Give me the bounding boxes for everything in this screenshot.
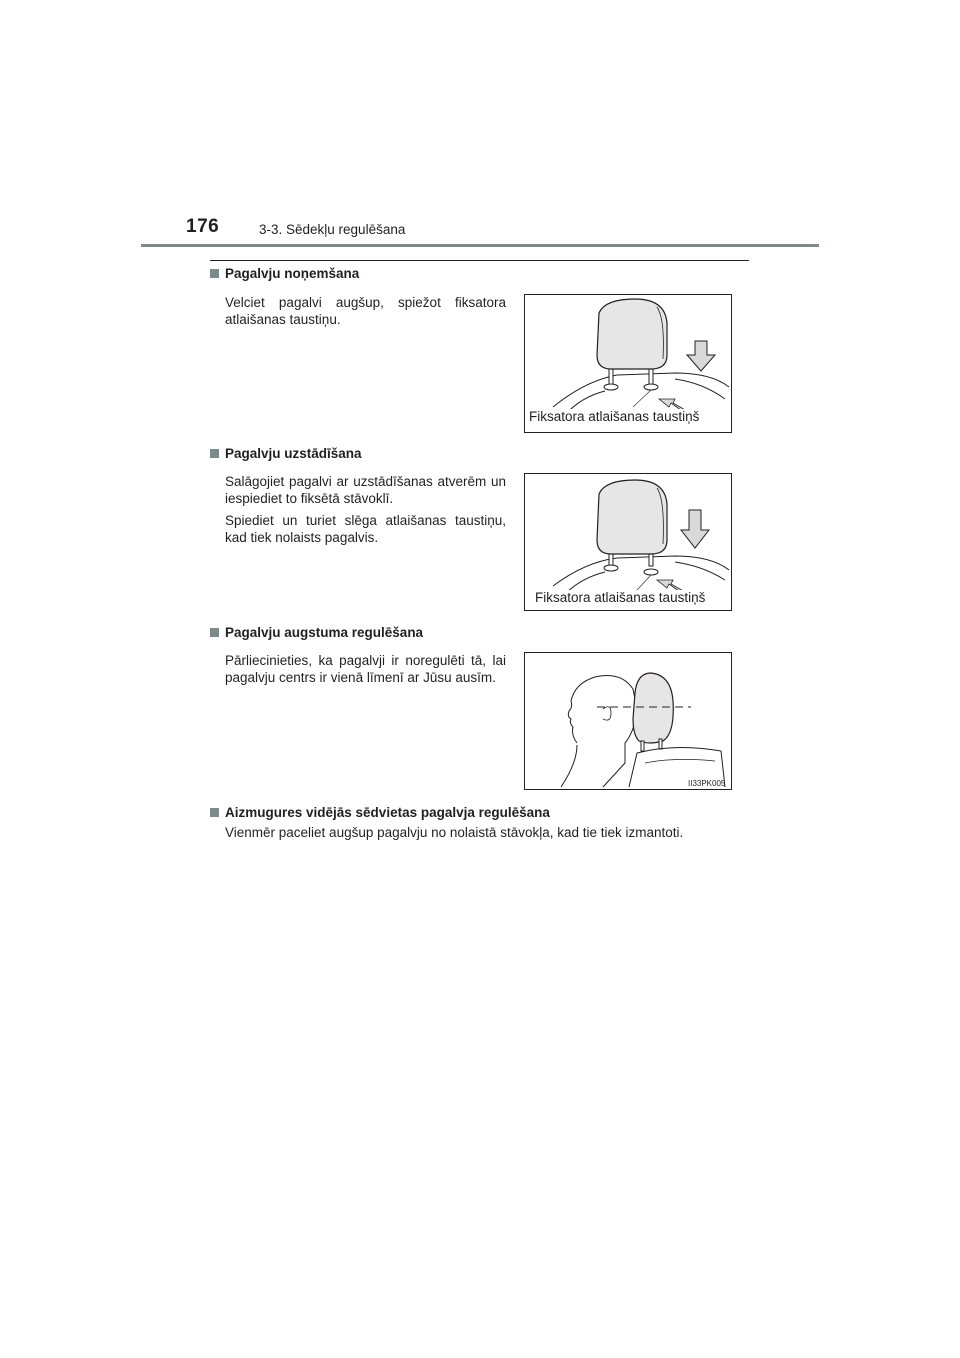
height-instruction: Pārliecinieties, ka pagalvji ir noregulēti tā, lai pagalvju centrs ir vienā līmenī ar Jūsu ausīm.	[225, 653, 506, 685]
section-heading-installation: Pagalvju uzstādīšana	[210, 446, 362, 461]
up-arrow-icon	[687, 341, 715, 371]
section-heading-height: Pagalvju augstuma regulēšana	[210, 625, 423, 640]
section-heading-removal: Pagalvju noņemšana	[210, 266, 359, 281]
figure-headrest-installation	[524, 473, 732, 611]
header-divider	[141, 244, 819, 247]
square-bullet-icon	[210, 808, 219, 817]
figure-label-release-button: Fiksatora atlaišanas taustiņš	[535, 590, 706, 605]
installation-instruction-2: Spiediet un turiet slēga atlaišanas taustiņu, kad tiek nolaists pagalvis.	[225, 513, 506, 545]
head-and-headrest-illustration	[525, 653, 731, 789]
chapter-title: 3-3. Sēdekļu regulēšana	[259, 222, 406, 237]
rear-middle-instruction: Vienmēr paceliet augšup pagalvju no nolaistā stāvokļa, kad tie tiek izmantoti.	[225, 825, 684, 840]
section-divider	[210, 260, 749, 261]
removal-instruction: Velciet pagalvi augšup, spiežot fiksatora atlaišanas taustiņu.	[225, 295, 506, 327]
square-bullet-icon	[210, 628, 219, 637]
down-arrow-icon	[681, 510, 709, 548]
figure-label-release-button: Fiksatora atlaišanas taustiņš	[529, 409, 700, 424]
section-heading-rear-middle: Aizmugures vidējās sēdvietas pagalvja regulēšana	[210, 805, 550, 820]
square-bullet-icon	[210, 449, 219, 458]
square-bullet-icon	[210, 269, 219, 278]
page-number: 176	[186, 216, 220, 237]
figure-headrest-height	[524, 652, 732, 790]
figure-headrest-removal	[524, 294, 732, 433]
installation-instruction-1: Salāgojiet pagalvi ar uzstādīšanas atverēm un iespiediet to fiksētā stāvoklī.	[225, 474, 506, 506]
figure-code: II33PK005	[688, 779, 726, 788]
